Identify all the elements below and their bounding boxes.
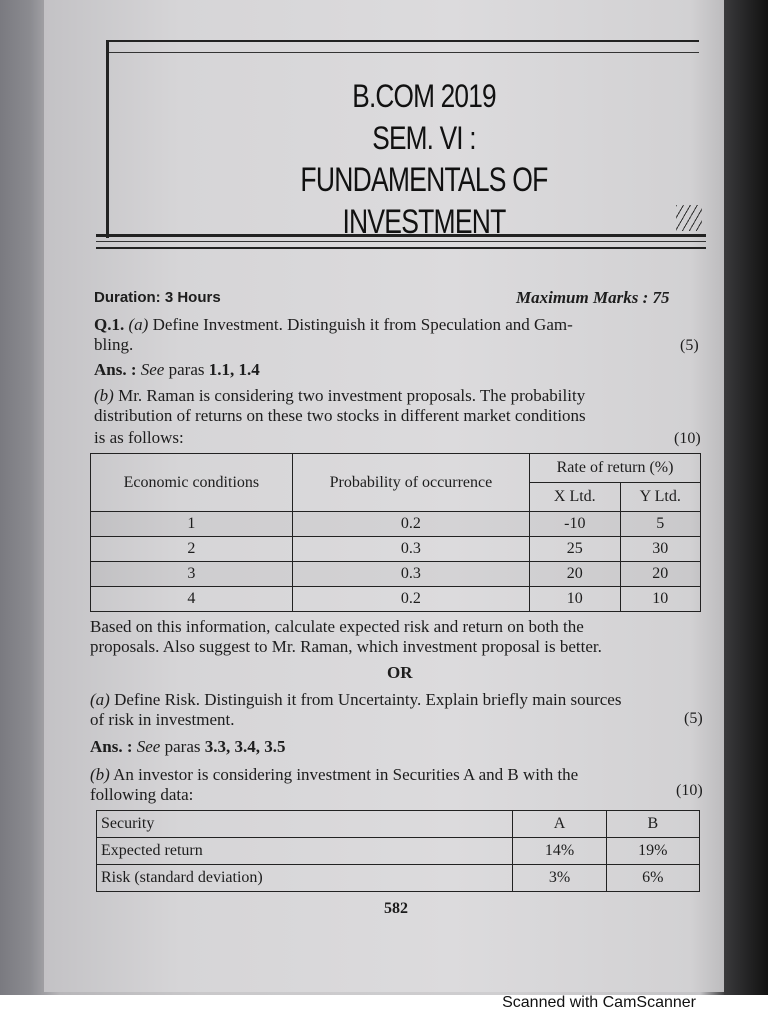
alt-ans-label: Ans. : [90, 737, 133, 756]
table-row [91, 537, 701, 562]
securities-table [96, 810, 700, 892]
cell-probability: 0.2 [292, 587, 529, 612]
th-economic-conditions: Economic conditions [91, 454, 293, 512]
q1-part-a-text: Define Investment. Distinguish it from Speculation and Gam- [152, 315, 573, 334]
cell-risk-b: 6% [606, 865, 699, 892]
ans-paras: paras [168, 360, 205, 379]
alt-part-b-line1 [90, 765, 578, 785]
cell-probability: 0.2 [292, 512, 529, 537]
ans-label: Ans. : [94, 360, 137, 379]
q1-part-b-label: (b) [94, 386, 114, 405]
header-rule-mid [96, 241, 706, 242]
cell-risk-a: 3% [513, 865, 606, 892]
table-row [91, 562, 701, 587]
alt-part-b-text: An investor is considering investment in Securities A and B with the [113, 765, 579, 784]
alt-part-a-marks: (5) [684, 710, 703, 727]
cell-y: 30 [620, 537, 701, 562]
th-y-ltd: Y Ltd. [620, 483, 701, 512]
alt-part-b-line2: following data: [90, 785, 194, 804]
alt-part-a-label: (a) [90, 690, 110, 709]
hatch-decoration [676, 205, 702, 231]
table-row [97, 865, 700, 892]
alt-ans-refs: 3.3, 3.4, 3.5 [204, 737, 286, 756]
q1-part-b-text: Mr. Raman is considering two investment proposals. The probability [118, 386, 586, 405]
q1-part-b-marks: (10) [674, 430, 701, 447]
after-table-line2: proposals. Also suggest to Mr. Raman, which investment proposal is better. [90, 637, 602, 656]
q1-part-a-line1 [94, 315, 573, 335]
table-row [91, 587, 701, 612]
q1-part-b-line1 [94, 386, 585, 406]
cell-y: 5 [620, 512, 701, 537]
cell-probability: 0.3 [292, 537, 529, 562]
alt-part-b-label: (b) [90, 765, 110, 784]
alt-part-b-marks: (10) [676, 782, 703, 799]
returns-table [90, 453, 701, 612]
cell-y: 20 [620, 562, 701, 587]
cell-x: -10 [530, 512, 620, 537]
header-frame-line [109, 52, 699, 53]
ans-see: See [140, 360, 165, 379]
scanner-watermark: Scanned with CamScanner [502, 994, 696, 1011]
th-security: Security [97, 811, 513, 838]
cell-expected-return-b: 19% [606, 838, 699, 865]
cell-probability: 0.3 [292, 562, 529, 587]
cell-condition: 1 [91, 512, 293, 537]
header-rule-bottom [96, 247, 706, 249]
table-row [91, 512, 701, 537]
chapter-title-block [249, 75, 599, 243]
row-risk-label: Risk (standard deviation) [97, 865, 513, 892]
cell-x: 20 [530, 562, 620, 587]
alt-part-a-line2: of risk in investment. [90, 710, 235, 729]
th-probability: Probability of occurrence [292, 454, 529, 512]
q1-part-a-marks: (5) [680, 337, 699, 354]
alt-ans-see: See [136, 737, 161, 756]
cell-expected-return-a: 14% [513, 838, 606, 865]
th-rate-of-return: Rate of return (%) [530, 454, 701, 483]
page-number: 582 [384, 900, 408, 917]
th-security-a: A [513, 811, 606, 838]
header-rule-top [96, 234, 706, 237]
th-security-b: B [606, 811, 699, 838]
cell-condition: 2 [91, 537, 293, 562]
alt-part-a-text: Define Risk. Distinguish it from Uncertainty. Explain briefly main sources [114, 690, 622, 709]
title-semester: SEM. VI : [372, 120, 476, 156]
book-page [44, 0, 724, 992]
q1-answer-ref [94, 360, 260, 380]
cell-condition: 4 [91, 587, 293, 612]
q1-part-b-line2: distribution of returns on these two stocks in different market conditions [94, 406, 586, 425]
cell-y: 10 [620, 587, 701, 612]
th-x-ltd: X Ltd. [530, 483, 620, 512]
duration-label: Duration: 3 Hours [94, 289, 221, 306]
ans-refs: 1.1, 1.4 [208, 360, 260, 379]
cell-x: 10 [530, 587, 620, 612]
title-subject: FUNDAMENTALS OF INVESTMENT [300, 161, 548, 241]
row-expected-return-label: Expected return [97, 838, 513, 865]
after-table-line1: Based on this information, calculate expected risk and return on both the [90, 617, 584, 636]
table-row [97, 811, 700, 838]
alt-ans-paras: paras [164, 737, 201, 756]
or-separator: OR [387, 663, 413, 682]
cell-condition: 3 [91, 562, 293, 587]
max-marks-label: Maximum Marks : 75 [516, 288, 670, 307]
q1-number: Q.1. [94, 315, 125, 334]
title-course: B.COM 2019 [352, 78, 496, 114]
table-row [97, 838, 700, 865]
q1-part-a-label: (a) [128, 315, 149, 334]
cell-x: 25 [530, 537, 620, 562]
book-edge-shadow [724, 0, 768, 995]
alt-part-a-line1 [90, 690, 621, 710]
alt-answer-ref [90, 737, 285, 757]
q1-part-b-line3: is as follows: [94, 428, 184, 447]
q1-part-a-line2: bling. [94, 335, 134, 354]
